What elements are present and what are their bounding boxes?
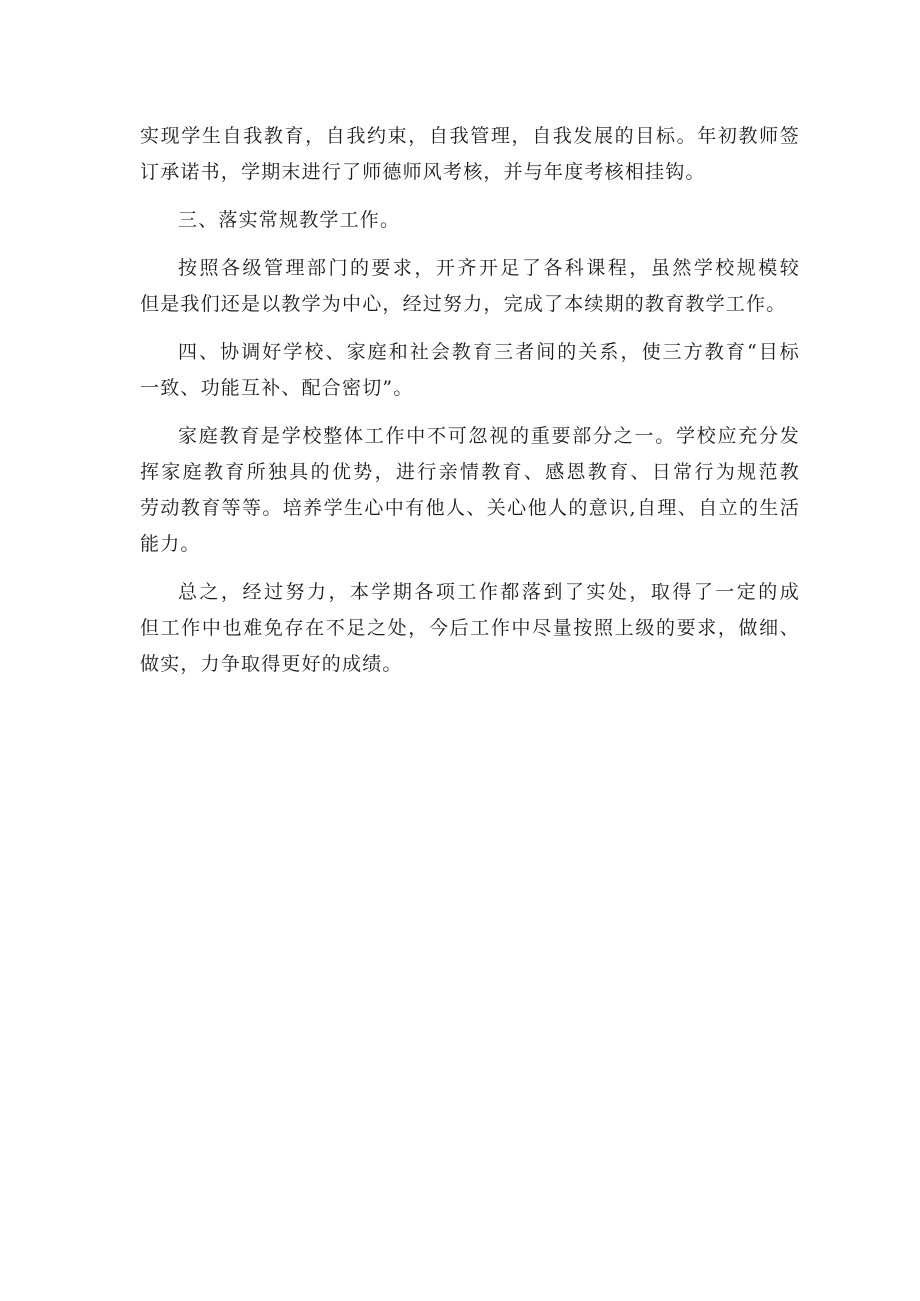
text-line: 订承诺书，学期末进行了师德师风考核，并与年度考核相挂钩。 bbox=[140, 161, 706, 183]
text-line: 能力。 bbox=[140, 533, 201, 555]
text-line: 但工作中也难免存在不足之处，今后工作中尽量按照上级的要求，做细、 bbox=[140, 617, 800, 639]
section-heading: 四、协调好学校、家庭和社会教育三者间的关系，使三方教育“目标 bbox=[178, 341, 800, 363]
paragraph-conclusion bbox=[140, 574, 800, 682]
text-line: 但是我们还是以教学为中心，经过努力，完成了本续期的教育教学工作。 bbox=[140, 293, 787, 315]
paragraph-family-education bbox=[140, 418, 800, 562]
section-heading: 三、落实常规教学工作。 bbox=[178, 209, 401, 231]
text-line: 劳动教育等等。培养学生心中有他人、关心他人的意识,自理、自立的生活 bbox=[140, 497, 800, 519]
text-line: 按照各级管理部门的要求，开齐开足了各科课程，虽然学校规模较 bbox=[178, 257, 800, 279]
text-line: 家庭教育是学校整体工作中不可忽视的重要部分之一。学校应充分发 bbox=[178, 425, 800, 447]
heading-routine-teaching bbox=[140, 202, 800, 238]
document-body bbox=[140, 118, 800, 682]
text-line: 做实，力争取得更好的成绩。 bbox=[140, 653, 403, 675]
text-line: 挥家庭教育所独具的优势，进行亲情教育、感恩教育、日常行为规范教 bbox=[140, 461, 800, 483]
section-heading-continuation: 一致、功能互补、配合密切”。 bbox=[140, 377, 414, 399]
text-line: 总之，经过努力，本学期各项工作都落到了实处，取得了一定的成 bbox=[178, 581, 800, 603]
paragraph-self-education bbox=[140, 118, 800, 190]
paragraph-curriculum bbox=[140, 250, 800, 322]
text-line: 实现学生自我教育，自我约束，自我管理，自我发展的目标。年初教师签 bbox=[140, 125, 800, 147]
heading-coordination bbox=[140, 334, 800, 406]
